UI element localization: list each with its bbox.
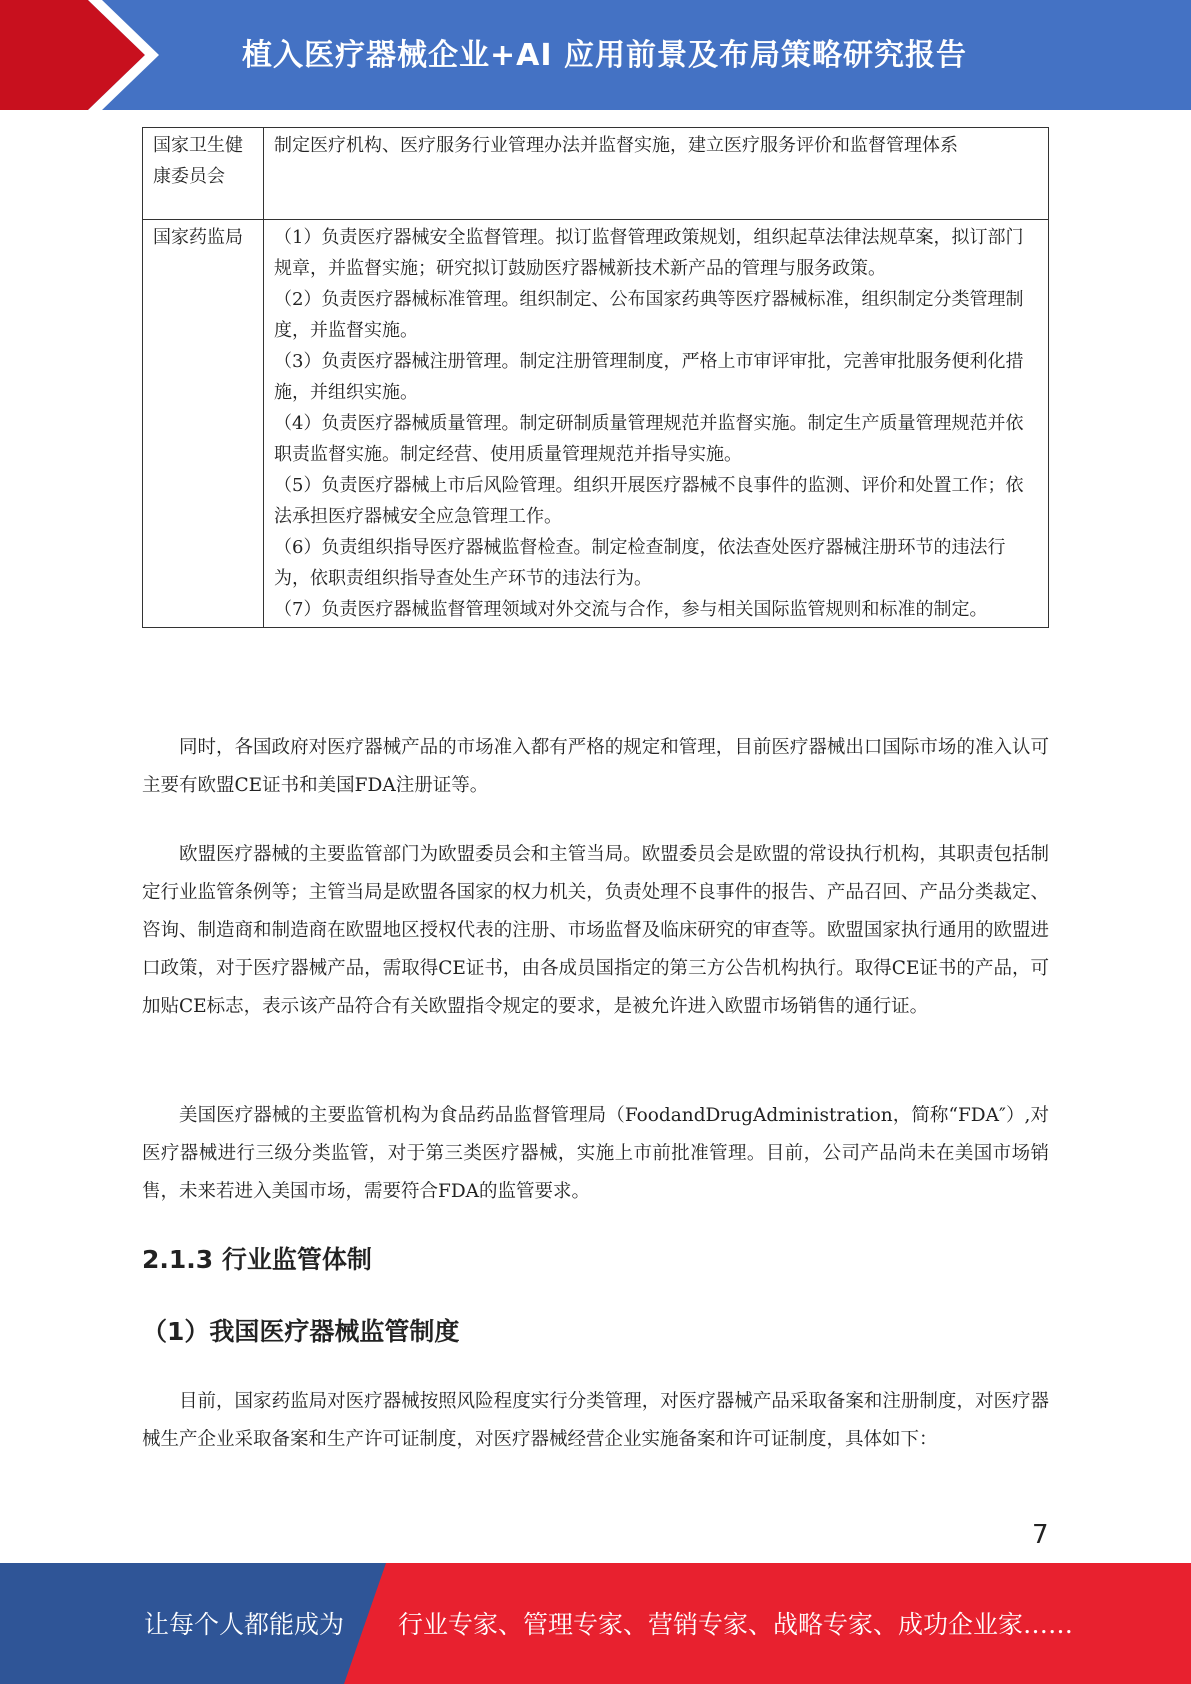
table-row <box>143 220 1049 628</box>
duty-cell <box>264 220 1049 628</box>
section-heading: 2.1.3 行业监管体制 <box>142 1245 372 1274</box>
report-title: 植入医疗器械企业+AI 应用前景及布局策略研究报告 <box>242 38 967 73</box>
duty-item: （3）负责医疗器械注册管理。制定注册管理制度，严格上市审评审批，完善审批服务便利化措施，并组织实施。 <box>274 351 1024 403</box>
body-paragraph: 欧盟医疗器械的主要监管部门为欧盟委员会和主管当局。欧盟委员会是欧盟的常设执行机构，其职责包括制定行业监管条例等；主管当局是欧盟各国家的权力机关，负责处理不良事件的报告、产品召回、产品分类裁定、咨询、制造商和制造商在欧盟地区授权代表的注册、市场监督及临床研究的审查等。欧盟国家执行通用的欧盟进口政策，对于医疗器械产品，需取得CE证书，由各成员国指定的第三方公告机构执行。取得CE证书的产品，可加贴CE标志，表示该产品符合有关欧盟指令规定的要求，是被允许进入欧盟市场销售的通行证。 <box>142 844 1049 1017</box>
subsection-heading: （1）我国医疗器械监管制度 <box>142 1317 460 1346</box>
org-cell: 国家卫生健康委员会 <box>143 128 264 220</box>
page-footer <box>0 1563 1191 1684</box>
org-cell: 国家药监局 <box>143 220 264 628</box>
body-paragraph: 同时，各国政府对医疗器械产品的市场准入都有严格的规定和管理，目前医疗器械出口国际市场的准入认可主要有欧盟CE证书和美国FDA注册证等。 <box>142 737 1049 796</box>
footer-slogan-left: 让每个人都能成为 <box>144 1610 345 1639</box>
duty-item: （4）负责医疗器械质量管理。制定研制质量管理规范并监督实施。制定生产质量管理规范并依职责监督实施。制定经营、使用质量管理规范并指导实施。 <box>274 413 1024 465</box>
duty-text: 制定医疗机构、医疗服务行业管理办法并监督实施，建立医疗服务评价和监督管理体系 <box>274 135 958 156</box>
body-paragraph: 美国医疗器械的主要监管机构为食品药品监督管理局（FoodandDrugAdministration，简称“FDA″）,对医疗器械进行三级分类监管，对于第三类医疗器械，实施上市前批准管理。目前，公司产品尚未在美国市场销售，未来若进入美国市场，需要符合FDA的监管要求。 <box>142 1105 1049 1202</box>
page-header <box>0 0 1191 110</box>
duty-item: （2）负责医疗器械标准管理。组织制定、公布国家药典等医疗器械标准，组织制定分类管理制度，并监督实施。 <box>274 289 1024 341</box>
duty-item: （7）负责医疗器械监督管理领域对外交流与合作，参与相关国际监管规则和标准的制定。 <box>274 599 988 620</box>
page-number: 7 <box>1032 1520 1049 1550</box>
duty-item: （6）负责组织指导医疗器械监督检查。制定检查制度，依法查处医疗器械注册环节的违法行为，依职责组织指导查处生产环节的违法行为。 <box>274 537 1006 589</box>
footer-slogan-right: 行业专家、管理专家、营销专家、战略专家、成功企业家…… <box>398 1610 1074 1639</box>
table-row <box>143 128 1049 220</box>
duty-item: （1）负责医疗器械安全监督管理。拟订监督管理政策规划，组织起草法律法规草案，拟订部门规章，并监督实施；研究拟订鼓励医疗器械新技术新产品的管理与服务政策。 <box>274 227 1024 279</box>
duty-cell <box>264 128 1049 220</box>
duty-item: （5）负责医疗器械上市后风险管理。组织开展医疗器械不良事件的监测、评价和处置工作；依法承担医疗器械安全应急管理工作。 <box>274 475 1024 527</box>
responsibility-table <box>142 127 1049 628</box>
body-paragraph: 目前，国家药监局对医疗器械按照风险程度实行分类管理，对医疗器械产品采取备案和注册制度，对医疗器械生产企业采取备案和生产许可证制度，对医疗器械经营企业实施备案和许可证制度，具体如下： <box>142 1391 1049 1450</box>
